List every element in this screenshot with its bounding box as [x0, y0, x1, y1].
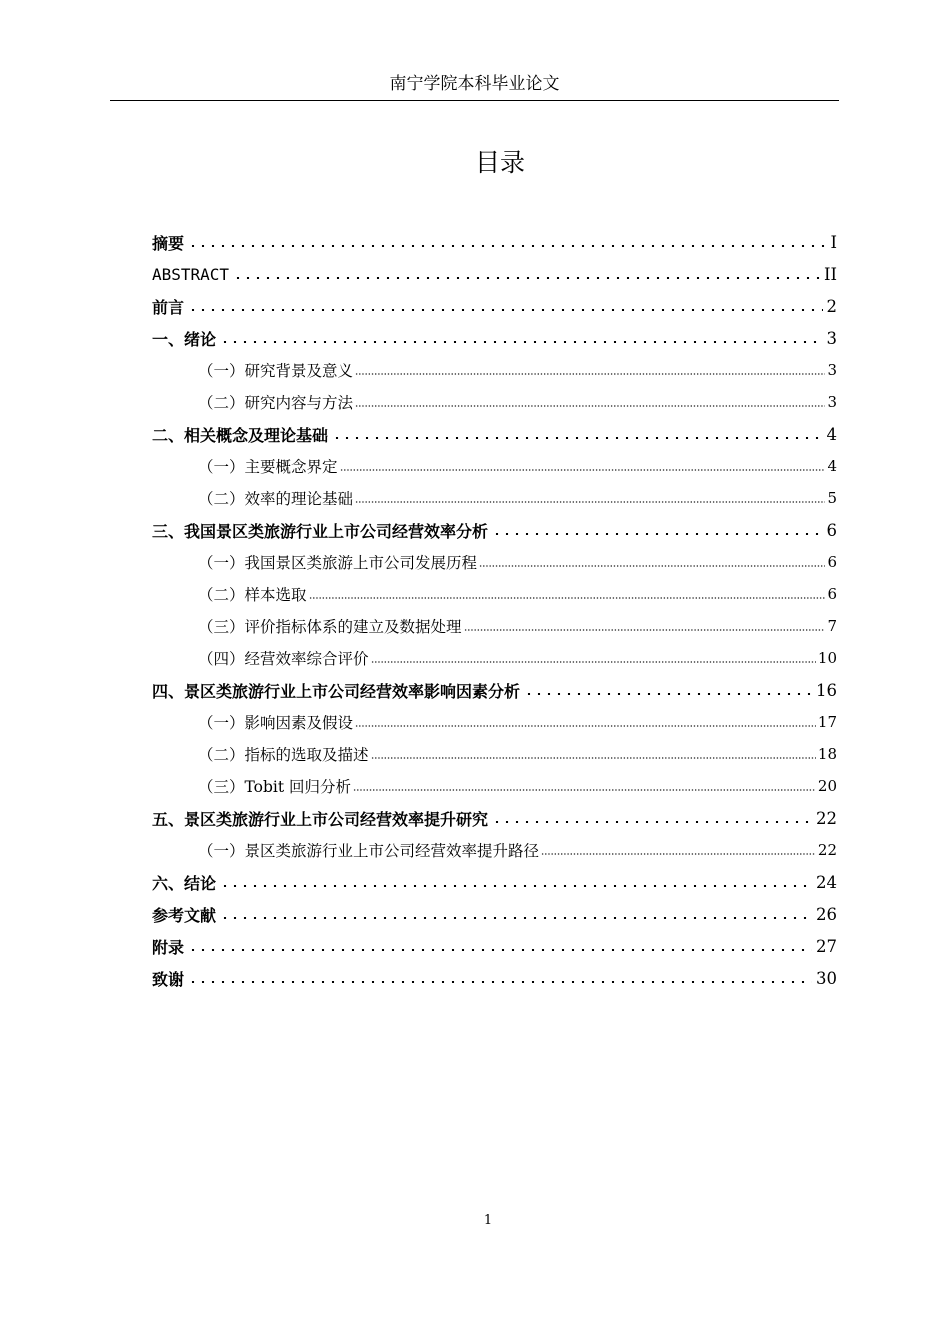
toc-entry-section-4-2[interactable]	[152, 738, 837, 770]
dot-leader	[355, 373, 825, 375]
toc-entry-chapter-2[interactable]	[152, 418, 837, 450]
toc-entry-label: ABSTRACT	[152, 264, 230, 284]
toc-entry-page: 3	[827, 361, 837, 379]
toc-entry-section-1-2[interactable]	[152, 386, 837, 418]
toc-entry-page: 3	[826, 328, 837, 348]
toc-entry-page: 17	[817, 713, 837, 731]
toc-entry-abstract-en[interactable]	[152, 258, 837, 290]
toc-entry-page: II	[823, 264, 837, 284]
dot-leader	[188, 949, 812, 951]
dot-leader	[464, 629, 826, 631]
dot-leader	[340, 469, 826, 471]
dot-leader	[355, 501, 825, 503]
dot-leader	[220, 341, 822, 343]
toc-entry-label: （二）研究内容与方法	[198, 394, 354, 412]
dot-leader	[479, 565, 825, 567]
toc-entry-label: 三、我国景区类旅游行业上市公司经营效率分析	[152, 521, 489, 541]
dot-leader	[355, 725, 816, 727]
toc-entry-page: 18	[817, 745, 837, 763]
dot-leader	[332, 437, 822, 439]
toc-entry-label: （一）景区类旅游行业上市公司经营效率提升路径	[198, 842, 540, 860]
toc-entry-page: I	[830, 232, 837, 252]
toc-entry-page: 6	[826, 520, 837, 540]
dot-leader	[220, 917, 812, 919]
toc-entry-label: 五、景区类旅游行业上市公司经营效率提升研究	[152, 809, 489, 829]
toc-entry-page: 6	[827, 553, 837, 571]
toc-entry-label: 附录	[152, 937, 185, 957]
toc-entry-page: 5	[827, 489, 837, 507]
dot-leader	[371, 757, 816, 759]
toc-entry-appendix[interactable]	[152, 930, 837, 962]
running-header: 南宁学院本科毕业论文	[389, 74, 560, 94]
dot-leader	[371, 661, 816, 663]
dot-leader	[492, 533, 822, 535]
toc-entry-section-3-4[interactable]	[152, 642, 837, 674]
dot-leader	[188, 309, 822, 311]
toc-entry-label: （二）指标的选取及描述	[198, 746, 369, 764]
toc-entry-page: 16	[816, 680, 837, 700]
toc-entry-section-3-3[interactable]	[152, 610, 837, 642]
dot-leader	[353, 789, 816, 791]
toc-entry-section-3-2[interactable]	[152, 578, 837, 610]
toc-entry-section-3-1[interactable]	[152, 546, 837, 578]
toc-entry-label: （二）样本选取	[198, 586, 307, 604]
toc-entry-page: 26	[816, 904, 837, 924]
toc-entry-references[interactable]	[152, 898, 837, 930]
table-of-contents	[152, 226, 837, 994]
toc-entry-section-2-2[interactable]	[152, 482, 837, 514]
dot-leader	[524, 693, 812, 695]
dot-leader	[355, 405, 825, 407]
header-divider	[110, 100, 839, 101]
dot-leader	[188, 981, 812, 983]
toc-entry-page: 20	[817, 777, 837, 795]
toc-entry-label: （四）经营效率综合评价	[198, 650, 369, 668]
toc-entry-chapter-4[interactable]	[152, 674, 837, 706]
toc-entry-page: 22	[816, 808, 837, 828]
toc-entry-page: 4	[826, 424, 837, 444]
toc-entry-page: 4	[827, 457, 837, 475]
toc-entry-section-5-1[interactable]	[152, 834, 837, 866]
toc-entry-chapter-1[interactable]	[152, 322, 837, 354]
toc-entry-section-4-1[interactable]	[152, 706, 837, 738]
dot-leader	[309, 597, 826, 599]
toc-entry-page: 7	[827, 617, 837, 635]
dot-leader	[188, 245, 826, 247]
toc-entry-label: 一、绪论	[152, 329, 217, 349]
toc-entry-page: 27	[816, 936, 837, 956]
toc-entry-preface[interactable]	[152, 290, 837, 322]
toc-entry-label: 前言	[152, 297, 185, 317]
toc-entry-page: 10	[817, 649, 837, 667]
dot-leader	[220, 885, 812, 887]
toc-entry-label: （一）我国景区类旅游上市公司发展历程	[198, 554, 478, 572]
toc-entry-section-4-3[interactable]	[152, 770, 837, 802]
dot-leader	[541, 853, 816, 855]
toc-entry-label: 参考文献	[152, 905, 217, 925]
toc-entry-page: 3	[827, 393, 837, 411]
toc-entry-label: （一）影响因素及假设	[198, 714, 354, 732]
toc-entry-section-2-1[interactable]	[152, 450, 837, 482]
toc-entry-label: 六、结论	[152, 873, 217, 893]
page-number: 1	[483, 1213, 493, 1228]
toc-entry-label: 致谢	[152, 969, 185, 989]
toc-entry-chapter-3[interactable]	[152, 514, 837, 546]
toc-entry-page: 30	[816, 968, 837, 988]
toc-entry-label: 四、景区类旅游行业上市公司经营效率影响因素分析	[152, 681, 521, 701]
toc-title: 目录	[474, 148, 525, 177]
toc-entry-label: （三）评价指标体系的建立及数据处理	[198, 618, 462, 636]
dot-leader	[233, 277, 820, 279]
toc-entry-page: 24	[816, 872, 837, 892]
toc-entry-chapter-6[interactable]	[152, 866, 837, 898]
toc-entry-chapter-5[interactable]	[152, 802, 837, 834]
toc-entry-acknowledgements[interactable]	[152, 962, 837, 994]
toc-entry-label: （三）Tobit 回归分析	[198, 778, 352, 796]
toc-entry-section-1-1[interactable]	[152, 354, 837, 386]
toc-entry-label: 二、相关概念及理论基础	[152, 425, 329, 445]
toc-entry-label: 摘要	[152, 233, 185, 253]
toc-entry-page: 22	[817, 841, 837, 859]
toc-entry-label: （一）主要概念界定	[198, 458, 338, 476]
toc-entry-label: （一）研究背景及意义	[198, 362, 354, 380]
toc-entry-page: 6	[827, 585, 837, 603]
toc-entry-page: 2	[826, 296, 837, 316]
toc-entry-label: （二）效率的理论基础	[198, 490, 354, 508]
dot-leader	[492, 821, 812, 823]
toc-entry-abstract-cn[interactable]	[152, 226, 837, 258]
